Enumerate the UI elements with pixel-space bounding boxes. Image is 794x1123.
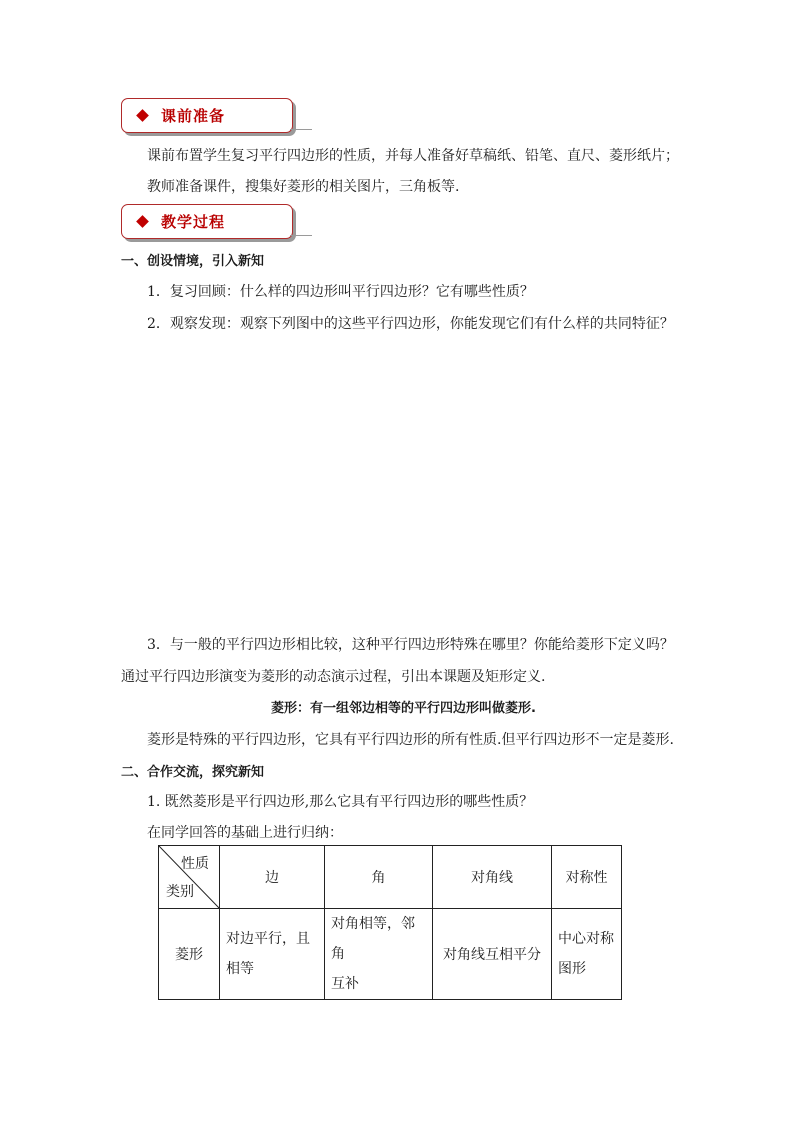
section-header-prep — [121, 98, 293, 133]
table-cell-edges: 对边平行，且 相等 — [220, 909, 325, 1000]
part2-question-1: 1. 既然菱形是平行四边形,那么它具有平行四边形的哪些性质？ — [147, 794, 534, 810]
diamond-bullet-icon — [136, 109, 149, 122]
part1-question-1: 1．复习回顾：什么样的四边形叫平行四边形？它有哪些性质？ — [147, 284, 534, 300]
corner-top-label: 性质 — [181, 856, 209, 872]
table-header-cell: 对称性 — [552, 846, 622, 909]
table-cell-angles: 对角相等，邻角 互补 — [325, 909, 433, 1000]
prep-line-2: 教师准备课件，搜集好菱形的相关图片，三角板等. — [147, 179, 460, 195]
table-header-cell: 对角线 — [433, 846, 552, 909]
part2-intro: 在同学回答的基础上进行归纳： — [147, 825, 343, 841]
table-cell-symmetry: 中心对称 图形 — [552, 909, 622, 1000]
table-corner-cell — [159, 846, 220, 909]
section-title-process: 教学过程 — [161, 213, 226, 231]
table-header-row — [159, 846, 622, 909]
table-row — [159, 909, 622, 1000]
part1-demo: 通过平行四边形演变为菱形的动态演示过程，引出本课题及矩形定义. — [121, 669, 546, 685]
table-header-cell: 边 — [220, 846, 325, 909]
section-title-prep: 课前准备 — [161, 107, 226, 125]
section-header-process — [121, 204, 293, 239]
table-cell-diagonals: 对角线互相平分 — [433, 909, 552, 1000]
part1-heading: 一、创设情境，引入新知 — [121, 254, 265, 269]
diamond-bullet-icon — [136, 215, 149, 228]
part1-question-2: 2．观察发现：观察下列图中的这些平行四边形，你能发现它们有什么样的共同特征？ — [147, 316, 674, 332]
table-row-label: 菱形 — [159, 909, 220, 1000]
part2-heading: 二、合作交流，探究新知 — [121, 765, 265, 780]
table-header-cell: 角 — [325, 846, 433, 909]
rhombus-definition: 菱形：有一组邻边相等的平行四边形叫做菱形. — [271, 701, 536, 716]
corner-bottom-label: 类别 — [166, 884, 194, 900]
rhombus-properties-table — [158, 845, 622, 1000]
prep-line-1: 课前布置学生复习平行四边形的性质，并每人准备好草稿纸、铅笔、直尺、菱形纸片； — [147, 148, 679, 164]
part1-note: 菱形是特殊的平行四边形，它具有平行四边形的所有性质.但平行四边形不一定是菱形. — [147, 732, 674, 748]
part1-question-3: 3．与一般的平行四边形相比较，这种平行四边形特殊在哪里？你能给菱形下定义吗？ — [147, 637, 674, 653]
